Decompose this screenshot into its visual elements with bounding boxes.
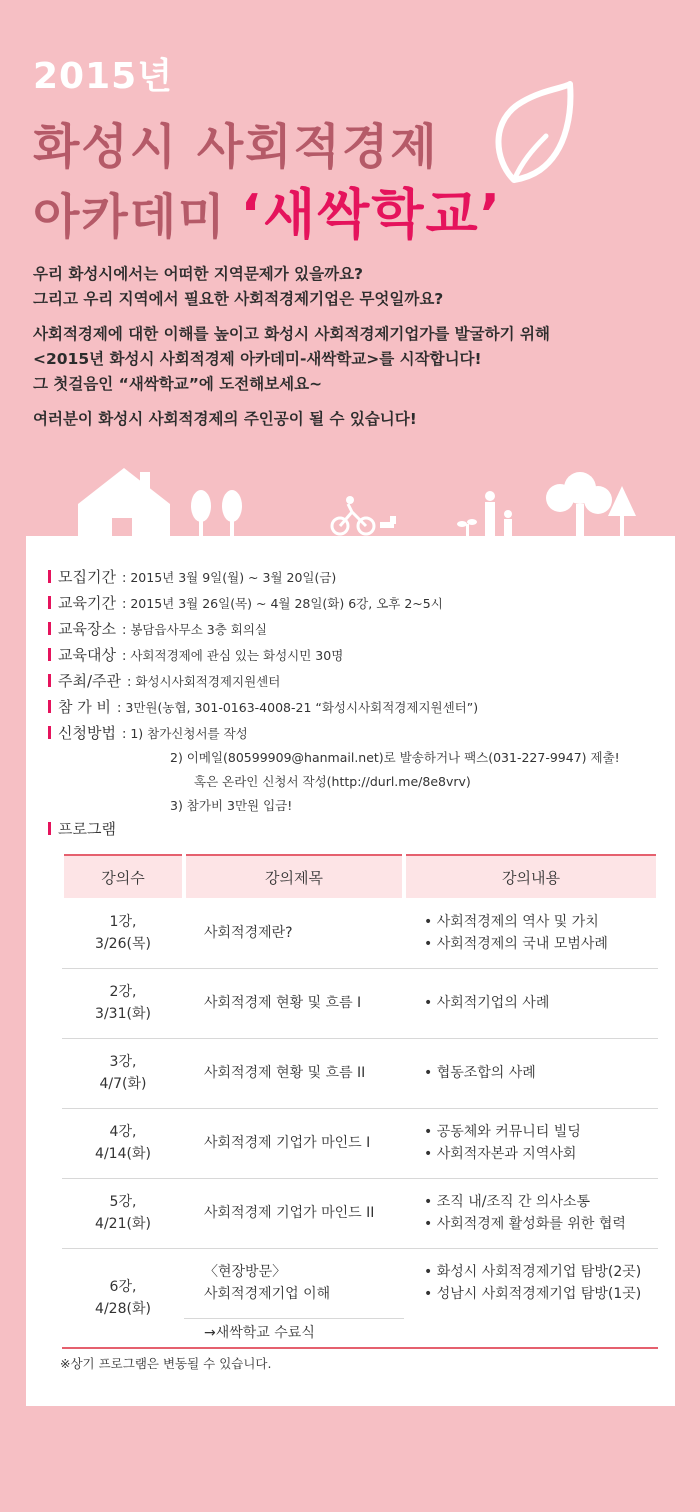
info-value: 사회적경제에 관심 있는 화성시민 30명 bbox=[130, 648, 344, 663]
lecture-title: 사회적경제 현황 및 흐름 II bbox=[184, 1038, 404, 1108]
lecture-title-line: 〈현장방문〉 bbox=[204, 1264, 287, 1280]
lecture-no: 6강, bbox=[109, 1278, 137, 1295]
intro-line: <2015년 화성시 사회적경제 아카데미-새싹학교>를 시작합니다! bbox=[33, 350, 482, 368]
intro-line: 그 첫걸음인 “새싹학교”에 도전해보세요~ bbox=[33, 375, 323, 393]
sub-title bbox=[33, 172, 502, 249]
bullet-bar bbox=[48, 726, 51, 739]
info-label: 교육장소 bbox=[58, 620, 116, 638]
column-header: 강의수 bbox=[62, 855, 184, 898]
lecture-date: 3/26(목) bbox=[95, 935, 151, 952]
info-row-target bbox=[48, 644, 668, 668]
info-label: 교육기간 bbox=[58, 594, 116, 612]
colon: : bbox=[121, 727, 127, 742]
lecture-no: 1강, bbox=[109, 913, 137, 930]
bullet-bar bbox=[48, 674, 51, 687]
program-heading-label: 프로그램 bbox=[58, 820, 116, 838]
content-item: • 사회적자본과 지역사회 bbox=[424, 1146, 577, 1162]
lecture-title: 사회적경제 현황 및 흐름 I bbox=[184, 968, 404, 1038]
family-icon bbox=[485, 491, 512, 540]
bicycle-icon bbox=[332, 504, 374, 534]
column-header: 강의내용 bbox=[404, 855, 658, 898]
info-row-place bbox=[48, 618, 668, 642]
skyline-illustration bbox=[0, 460, 700, 540]
lecture-title: 사회적경제 기업가 마인드 II bbox=[184, 1178, 404, 1248]
lecture-content bbox=[404, 1108, 658, 1178]
bullet-bar bbox=[48, 700, 51, 713]
lecture-number bbox=[62, 898, 184, 968]
intro-line: 사회적경제에 대한 이해를 높이고 화성시 사회적경제기업가를 발굴하기 위해 bbox=[33, 325, 550, 343]
main-title: 화성시 사회적경제 bbox=[33, 119, 439, 175]
lecture-title bbox=[184, 1248, 404, 1318]
lecture-content bbox=[404, 1178, 658, 1248]
colon: : bbox=[121, 649, 127, 664]
table-row bbox=[62, 1178, 658, 1248]
lecture-content bbox=[404, 1248, 658, 1348]
lecture-number bbox=[62, 1178, 184, 1248]
lecture-date: 4/21(화) bbox=[95, 1216, 151, 1232]
content-item: • 공동체와 커뮤니티 빌딩 bbox=[424, 1124, 581, 1140]
info-label: 신청방법 bbox=[58, 724, 116, 742]
lecture-title-line: 사회적경제기업 이해 bbox=[204, 1286, 331, 1302]
info-row-apply bbox=[48, 722, 668, 746]
intro-line: 여러분이 화성시 사회적경제의 주인공이 될 수 있습니다! bbox=[33, 410, 417, 428]
lecture-content bbox=[404, 968, 658, 1038]
colon: : bbox=[121, 623, 127, 638]
intro-text bbox=[33, 262, 673, 442]
table-row bbox=[62, 1108, 658, 1178]
program-table bbox=[60, 854, 660, 1349]
lecture-title: 사회적경제 기업가 마인드 I bbox=[184, 1108, 404, 1178]
table-row bbox=[62, 968, 658, 1038]
lecture-number bbox=[62, 1108, 184, 1178]
table-row bbox=[62, 898, 658, 968]
lecture-number bbox=[62, 1038, 184, 1108]
lecture-title: 사회적경제란? bbox=[184, 898, 404, 968]
content-item: • 사회적경제 활성화를 위한 협력 bbox=[424, 1216, 626, 1232]
lecture-no: 2강, bbox=[109, 984, 137, 1000]
info-value: 봉담읍사무소 3층 회의실 bbox=[130, 622, 268, 637]
leaf-icon bbox=[484, 80, 576, 190]
table-header-row bbox=[62, 855, 658, 898]
content-item: • 조직 내/조직 간 의사소통 bbox=[424, 1194, 591, 1210]
lecture-number bbox=[62, 968, 184, 1038]
info-value: 3만원(농협, 301-0163-4008-21 “화성시사회적경제지원센터”) bbox=[125, 700, 479, 715]
lecture-date: 4/28(화) bbox=[95, 1300, 151, 1317]
bullet-bar bbox=[48, 822, 51, 835]
info-row-period bbox=[48, 592, 668, 616]
apply-step: 3) 참가비 3만원 입금! bbox=[170, 798, 293, 813]
table-row bbox=[62, 1248, 658, 1318]
lecture-date: 4/14(화) bbox=[95, 1146, 151, 1162]
lecture-date: 3/31(화) bbox=[95, 1006, 151, 1022]
info-row-host bbox=[48, 670, 668, 694]
lecture-no: 3강, bbox=[109, 1054, 137, 1070]
info-value: 2015년 3월 9일(월) ~ 3월 20일(금) bbox=[130, 570, 337, 585]
bullet-bar bbox=[48, 596, 51, 609]
dog-icon bbox=[380, 516, 396, 528]
lecture-no: 4강, bbox=[109, 1124, 137, 1140]
sub-title-academy: 아카데미 bbox=[33, 189, 227, 245]
info-label: 교육대상 bbox=[58, 646, 116, 664]
apply-step: 혹은 온라인 신청서 작성(http://durl.me/8e8vrv) bbox=[194, 774, 471, 789]
info-row-fee bbox=[48, 696, 668, 720]
info-label: 참 가 비 bbox=[58, 698, 112, 716]
lecture-content bbox=[404, 1038, 658, 1108]
lecture-no: 5강, bbox=[109, 1194, 137, 1210]
info-label: 모집기간 bbox=[58, 568, 116, 586]
info-value: 1) 참가신청서를 작성 bbox=[130, 726, 248, 741]
apply-step: 2) 이메일(80599909@hanmail.net)로 발송하거나 팩스(031-227-9947) 제출! bbox=[170, 750, 620, 765]
info-row-recruit bbox=[48, 566, 668, 590]
lecture-number bbox=[62, 1248, 184, 1348]
program-note: ※상기 프로그램은 변동될 수 있습니다. bbox=[60, 1356, 272, 1371]
year-title: 2015년 bbox=[33, 56, 173, 97]
colon: : bbox=[121, 597, 127, 612]
intro-line: 그리고 우리 지역에서 필요한 사회적경제기업은 무엇일까요? bbox=[33, 290, 444, 308]
info-list bbox=[48, 566, 668, 820]
bullet-bar bbox=[48, 622, 51, 635]
finish-label: →새싹학교 수료식 bbox=[184, 1318, 404, 1348]
info-card bbox=[26, 536, 675, 1406]
info-label: 주최/주관 bbox=[58, 672, 122, 690]
content-item: • 협동조합의 사례 bbox=[424, 1065, 536, 1081]
colon: : bbox=[117, 701, 122, 716]
sub-title-school: ‘새싹학교’ bbox=[240, 183, 503, 246]
lecture-content bbox=[404, 898, 658, 968]
colon: : bbox=[127, 675, 132, 690]
bullet-bar bbox=[48, 648, 51, 661]
content-item: • 사회적기업의 사례 bbox=[424, 995, 550, 1011]
tree-icon bbox=[191, 490, 242, 540]
content-item: • 사회적경제의 국내 모범사례 bbox=[424, 935, 608, 952]
info-value: 2015년 3월 26일(목) ~ 4월 28일(화) 6강, 오후 2~5시 bbox=[130, 596, 443, 611]
program-heading bbox=[48, 818, 116, 839]
content-item: • 화성시 사회적경제기업 탐방(2곳) bbox=[424, 1263, 642, 1280]
intro-line: 우리 화성시에서는 어떠한 지역문제가 있을까요? bbox=[33, 265, 364, 283]
column-header: 강의제목 bbox=[184, 855, 404, 898]
info-value: 화성시사회적경제지원센터 bbox=[135, 674, 281, 689]
content-item: • 성남시 사회적경제기업 탐방(1곳) bbox=[424, 1285, 642, 1302]
content-item: • 사회적경제의 역사 및 가치 bbox=[424, 913, 599, 930]
lecture-date: 4/7(화) bbox=[99, 1076, 147, 1092]
big-tree-icon bbox=[546, 472, 636, 540]
bullet-bar bbox=[48, 570, 51, 583]
colon: : bbox=[121, 571, 127, 586]
table-row bbox=[62, 1038, 658, 1108]
